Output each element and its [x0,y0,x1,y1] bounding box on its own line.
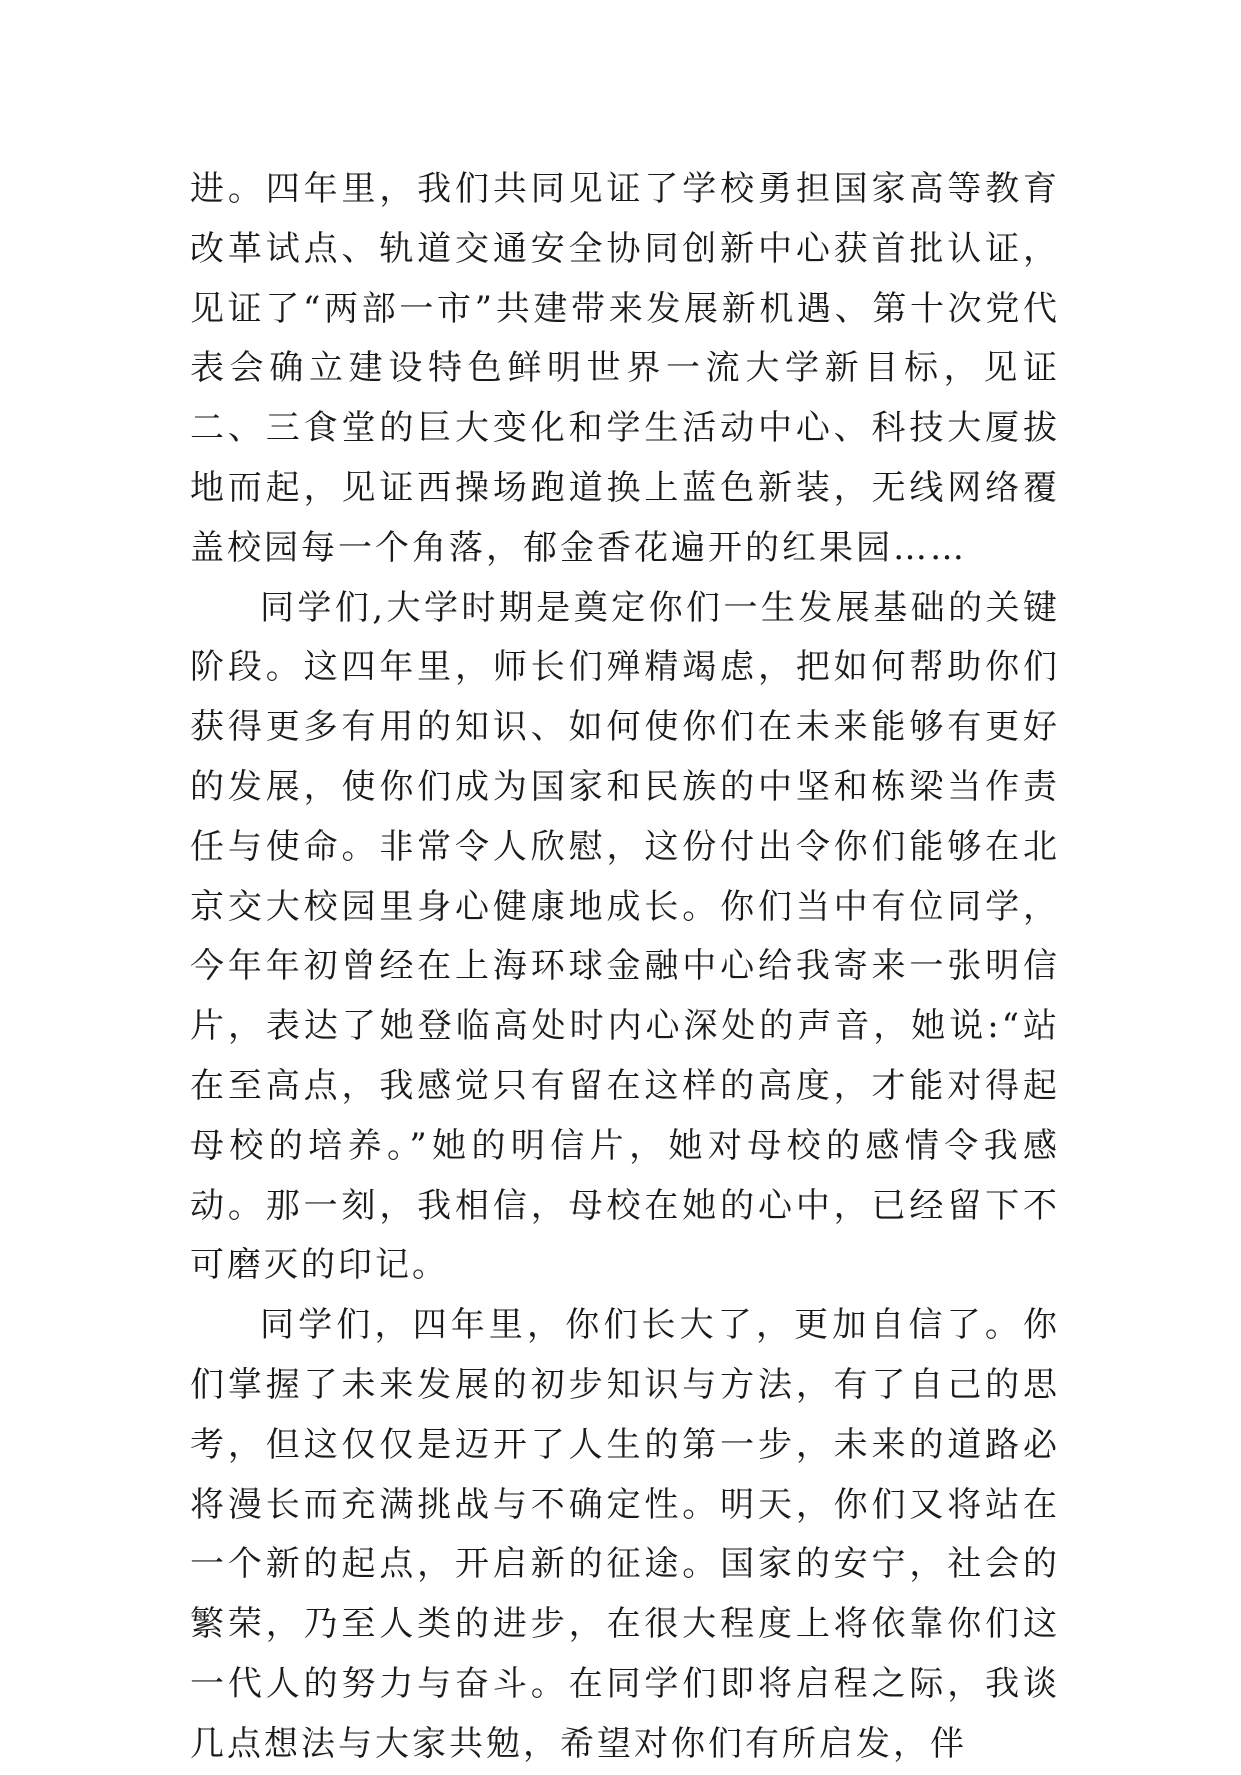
paragraph-1: 进。四年里，我们共同见证了学校勇担国家高等教育改革试点、轨道交通安全协同创新中心获首批认证，见证了“两部一市”共建带来发展新机遇、第十次党代表会确立建设特色鲜明世界一流大学新目标，见证二、三食堂的巨大变化和学生活动中心、科技大厦拔地而起，见证西操场跑道换上蓝色新装，无线网络覆盖校园每一个角落，郁金香花遍开的红果园…… [190,169,1060,568]
paragraph-2: 同学们,大学时期是奠定你们一生发展基础的关键阶段。这四年里，师长们殚精竭虑，把如何帮助你们获得更多有用的知识、如何使你们在未来能够有更好的发展，使你们成为国家和民族的中坚和栋梁当作责任与使命。非常令人欣慰，这份付出令你们能够在北京交大校园里身心健康地成长。你们当中有位同学，今年年初曾经在上海环球金融中心给我寄来一张明信片，表达了她登临高处时内心深处的声音，她说:“站在至高点，我感觉只有留在这样的高度，才能对得起母校的培养。”她的明信片，她对母校的感情令我感动。那一刻，我相信，母校在她的心中，已经留下不可磨灭的印记。 [190,587,1060,1286]
body-text [190,160,1060,1775]
paragraph-3: 同学们，四年里，你们长大了，更加自信了。你们掌握了未来发展的初步知识与方法，有了自己的思考，但这仅仅是迈开了人生的第一步，未来的道路必将漫长而充满挑战与不确定性。明天，你们又将站在一个新的起点，开启新的征途。国家的安宁，社会的繁荣，乃至人类的进步，在很大程度上将依靠你们这一代人的努力与奋斗。在同学们即将启程之际，我谈几点想法与大家共勉，希望对你们有所启发，伴 [190,1305,1060,1764]
